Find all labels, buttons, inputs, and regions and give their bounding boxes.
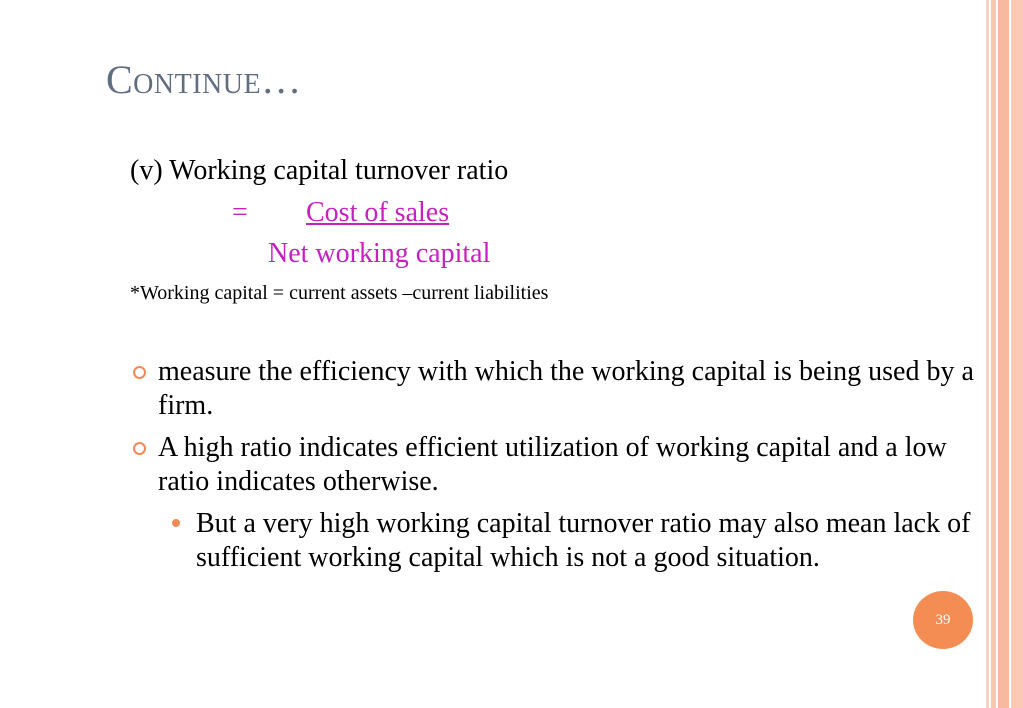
page-number: 39 [935,611,951,628]
working-capital-note: *Working capital = current assets –current liabilities [130,282,549,304]
slide-title: Continue… [106,57,302,102]
right-border-stripes [986,0,1023,708]
page-number-badge [913,591,973,649]
bullet-item: measure the efficiency with which the working capital is being used by a firm. [158,356,974,421]
sub-bullet-item: But a very high working capital turnover ratio may also mean lack of sufficient working capital which is not a good situation. [196,508,971,573]
bullet-item: A high ratio indicates efficient utilization of working capital and a low ratio indicates otherwise. [158,432,947,497]
sub-bullet-dot-icon [172,519,180,527]
ratio-heading: (v) Working capital turnover ratio [130,155,509,186]
formula-equals: = [232,197,248,228]
bullet-ring-icon [133,442,146,455]
formula-numerator: Cost of sales [306,197,450,228]
bullet-ring-icon [133,366,146,379]
border-stripe [1011,0,1023,708]
border-stripe [998,0,1009,708]
formula-denominator: Net working capital [268,238,491,269]
